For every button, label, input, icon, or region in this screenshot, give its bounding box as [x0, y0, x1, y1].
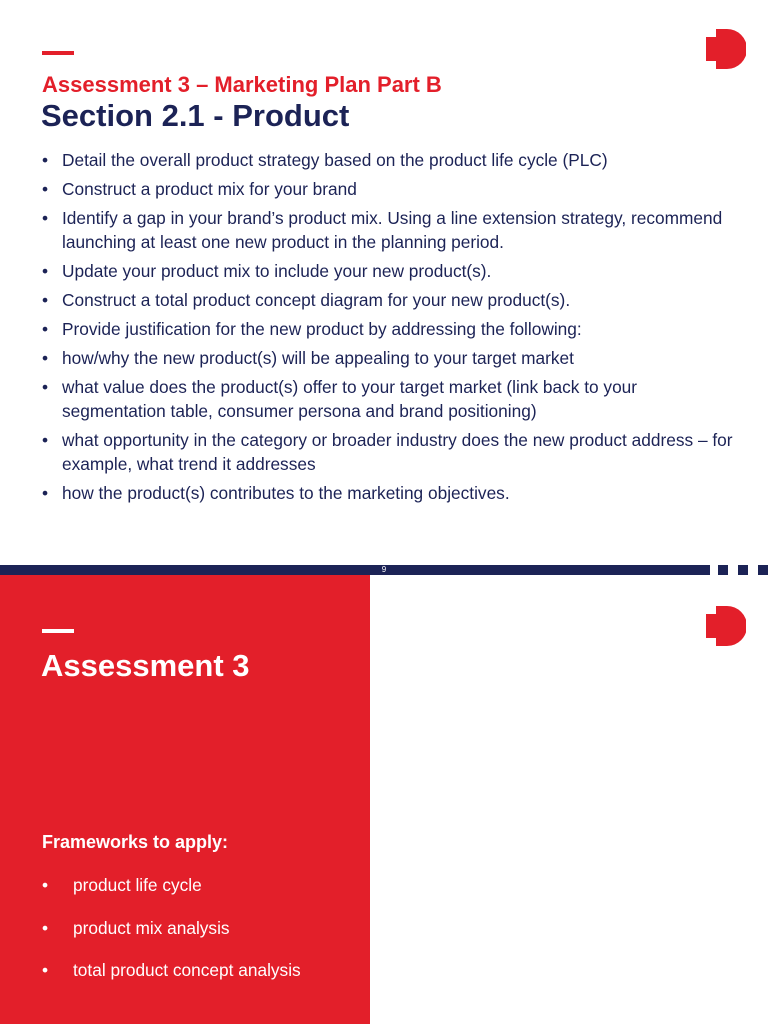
bullet-icon: • — [42, 875, 49, 895]
accent-dash — [42, 629, 74, 633]
footer-bar — [0, 565, 710, 575]
list-item — [42, 259, 742, 283]
slide-title: Section 2.1 - Product — [41, 98, 350, 133]
list-item-text: Construct a product mix for your brand — [62, 179, 357, 199]
list-item — [42, 428, 742, 476]
list-item-text: how the product(s) contributes to the marketing objectives. — [62, 483, 510, 503]
slide-subtitle: Assessment 3 – Marketing Plan Part B — [42, 72, 442, 97]
bullet-icon: • — [42, 483, 49, 503]
list-item-text: what value does the product(s) offer to your target market (link back to your segmentation table, consumer persona and brand positioning) — [62, 377, 638, 421]
list-item-text: product mix analysis — [73, 917, 230, 938]
footer-square — [718, 565, 728, 575]
list-item-text: total product concept analysis — [73, 960, 301, 980]
frameworks-label: Frameworks to apply: — [42, 832, 229, 852]
accent-dash — [42, 51, 74, 55]
list-item — [42, 288, 742, 312]
brand-logo-icon — [704, 28, 746, 70]
bullet-icon: • — [42, 917, 49, 938]
list-item — [42, 873, 301, 897]
section-title: Assessment 3 — [41, 648, 250, 683]
bullet-icon: • — [42, 261, 49, 281]
bullet-icon: • — [42, 348, 49, 368]
list-item-text: Construct a total product concept diagram for your new product(s). — [62, 290, 571, 310]
bullet-icon: • — [42, 179, 49, 199]
brand-logo-icon — [704, 605, 746, 647]
footer-square — [738, 565, 748, 575]
bullet-icon: • — [42, 150, 49, 170]
bullet-icon: • — [42, 377, 49, 397]
list-item-text: Detail the overall product strategy based on the product life cycle (PLC) — [62, 150, 608, 170]
frameworks-list — [42, 873, 301, 1001]
list-item — [42, 346, 742, 370]
bullet-icon: • — [42, 290, 49, 310]
list-item — [42, 148, 742, 172]
list-item — [42, 481, 742, 505]
list-item — [42, 375, 742, 423]
requirements-list — [42, 148, 742, 510]
list-item-text: Provide justification for the new product by addressing the following: — [62, 319, 582, 339]
list-item-text: Identify a gap in your brand’s product mix. Using a line extension strategy, recommend launching at least one new product in the planning period. — [62, 208, 723, 252]
bullet-icon: • — [42, 319, 49, 339]
list-item-text: how/why the new product(s) will be appealing to your target market — [62, 348, 574, 368]
list-item — [42, 958, 301, 982]
list-item — [42, 177, 742, 201]
list-item-text: product life cycle — [73, 875, 202, 895]
bullet-icon: • — [42, 430, 49, 450]
list-item — [42, 317, 742, 341]
list-item — [42, 916, 301, 940]
list-item — [42, 206, 742, 254]
bullet-icon: • — [42, 208, 49, 228]
list-item-text: Update your product mix to include your new product(s). — [62, 261, 492, 281]
footer-square — [758, 565, 768, 575]
list-item-text: what opportunity in the category or broader industry does the new product address – for example, what trend it addresses — [62, 430, 733, 474]
bullet-icon: • — [42, 960, 49, 980]
page-number: 9 — [381, 565, 387, 574]
